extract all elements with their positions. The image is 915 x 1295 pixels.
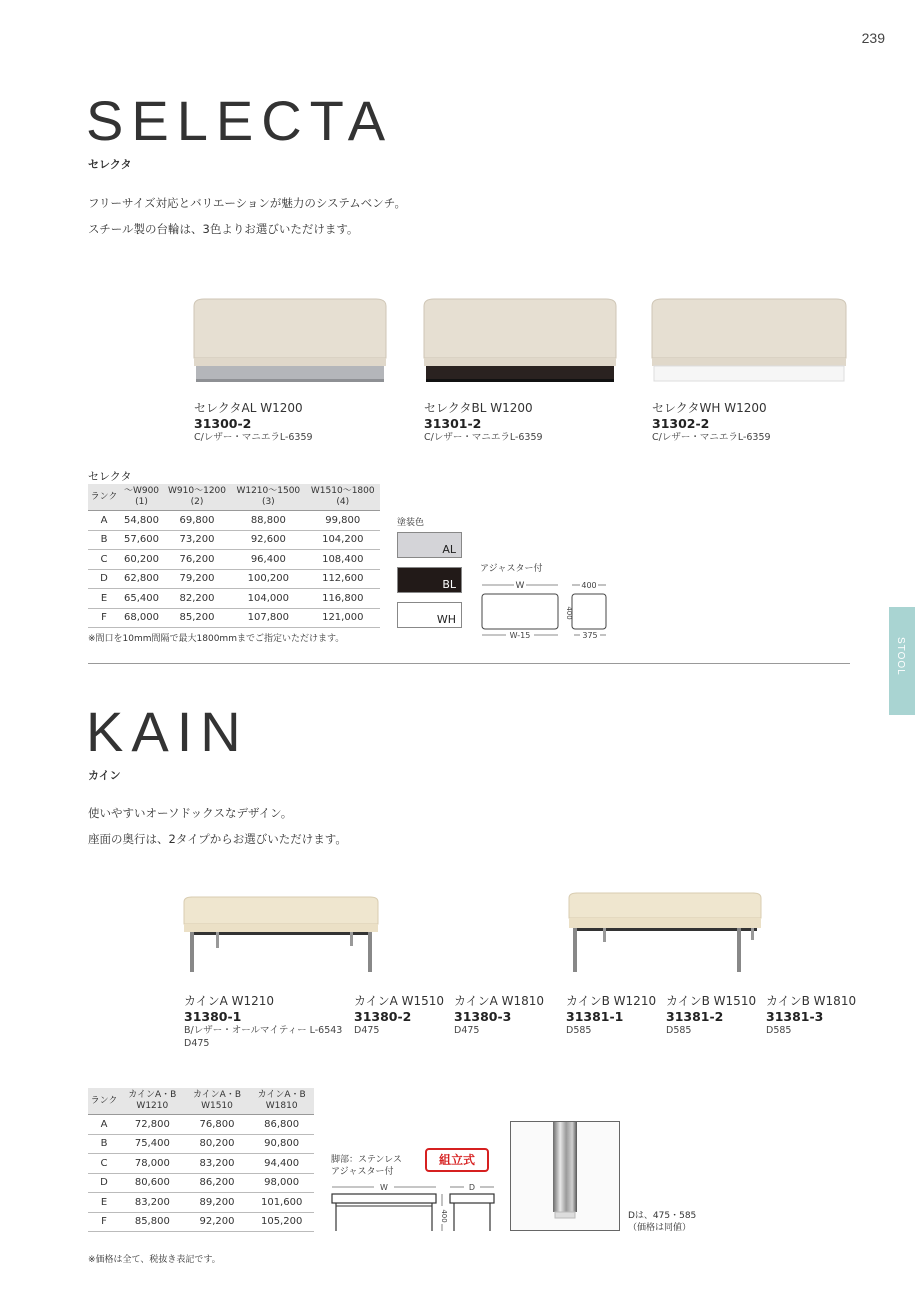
price-cell: 105,200: [249, 1212, 314, 1232]
dim-d-label: D: [468, 1183, 476, 1192]
price-cell: 65,400: [120, 589, 163, 609]
price-cell: 98,000: [249, 1173, 314, 1193]
product-code: 31302-2: [652, 416, 710, 431]
table-header-row: [88, 484, 380, 511]
price-cell: 94,400: [249, 1154, 314, 1174]
table-row: [88, 569, 380, 589]
product-name: セレクタBL W1200: [424, 401, 533, 415]
kain-product-b1810: [766, 993, 856, 1037]
table-header: カインA・B W1810: [249, 1088, 314, 1115]
rank-cell: D: [88, 1173, 120, 1193]
selecta-desc-line1: フリーサイズ対応とバリエーションが魅力のシステムベンチ。: [88, 196, 406, 210]
price-cell: 108,400: [306, 550, 380, 570]
product-name: カインA W1510: [354, 994, 445, 1008]
kain-product-a1810: [454, 993, 544, 1037]
product-depth: D585: [766, 1025, 792, 1036]
rank-cell: E: [88, 589, 120, 609]
price-cell: 86,800: [249, 1115, 314, 1135]
section-divider: [88, 663, 850, 664]
dim-h-label: 400: [440, 1209, 448, 1223]
price-cell: 116,800: [306, 589, 380, 609]
product-code: 31381-1: [566, 1009, 624, 1024]
swatch-label: WH: [436, 613, 456, 626]
kain-b-image: [565, 890, 765, 980]
product-depth: D585: [666, 1025, 692, 1036]
price-cell: 101,600: [249, 1193, 314, 1213]
price-cell: 72,800: [120, 1115, 185, 1135]
selecta-wh-image: [648, 296, 850, 388]
kain-price-table: [88, 1088, 314, 1232]
price-cell: 89,200: [185, 1193, 250, 1213]
rank-cell: A: [88, 511, 120, 531]
price-cell: 68,000: [120, 608, 163, 628]
price-cell: 92,200: [185, 1212, 250, 1232]
swatch-label: BL: [442, 578, 456, 591]
price-cell: 76,200: [163, 550, 231, 570]
selecta-product-al: [194, 400, 313, 444]
product-code: 31300-2: [194, 416, 252, 431]
leg-closeup-image: [510, 1121, 620, 1231]
price-cell: 60,200: [120, 550, 163, 570]
price-cell: 107,800: [231, 608, 305, 628]
price-cell: 99,800: [306, 511, 380, 531]
selecta-product-wh: [652, 400, 771, 444]
dim-w-label: W: [380, 1183, 388, 1192]
product-material: B/レザー・オールマイティー L-6543: [184, 1025, 343, 1036]
price-cell: 82,200: [163, 589, 231, 609]
price-cell: 73,200: [163, 530, 231, 550]
rank-cell: B: [88, 530, 120, 550]
kain-product-b1510: [666, 993, 756, 1037]
rank-cell: D: [88, 569, 120, 589]
price-cell: 96,400: [231, 550, 305, 570]
price-cell: 83,200: [185, 1154, 250, 1174]
swatch-bl: [397, 567, 462, 593]
rank-cell: F: [88, 1212, 120, 1232]
swatch-label: AL: [442, 543, 456, 556]
rank-cell: C: [88, 1154, 120, 1174]
product-name: カインA W1810: [454, 994, 545, 1008]
kain-desc-line2: 座面の奥行は、2タイプからお選びいただけます。: [88, 832, 347, 846]
product-name: セレクタAL W1200: [194, 401, 303, 415]
table-row: [88, 1154, 314, 1174]
selecta-table-title: セレクタ: [88, 470, 132, 483]
product-depth: D475: [184, 1038, 210, 1049]
price-cell: 80,600: [120, 1173, 185, 1193]
price-cell: 85,200: [163, 608, 231, 628]
table-row: [88, 1193, 314, 1213]
side-tab-label: STOOL: [895, 637, 906, 676]
price-cell: 69,800: [163, 511, 231, 531]
table-row: [88, 511, 380, 531]
table-header: W1210～1500 (3): [231, 484, 305, 511]
selecta-dimension-drawing: [476, 576, 616, 642]
price-cell: 75,400: [120, 1134, 185, 1154]
rank-cell: B: [88, 1134, 120, 1154]
price-cell: 78,000: [120, 1154, 185, 1174]
dim-d-label: 400: [581, 581, 597, 590]
dim-w-label: W: [515, 581, 525, 591]
selecta-title: SELECTA: [86, 89, 394, 152]
table-row: [88, 1134, 314, 1154]
assembly-badge: 組立式: [425, 1148, 489, 1172]
price-cell: 80,200: [185, 1134, 250, 1154]
kain-product-a1210: [184, 993, 342, 1050]
table-row: [88, 1173, 314, 1193]
price-cell: 76,800: [185, 1115, 250, 1135]
product-code: 31381-3: [766, 1009, 824, 1024]
price-cell: 62,800: [120, 569, 163, 589]
selecta-adjuster-note: アジャスター付: [480, 564, 543, 574]
kain-product-b1210: [566, 993, 656, 1037]
leg-material-note: 脚部：ステンレス: [331, 1155, 402, 1165]
price-cell: 88,800: [231, 511, 305, 531]
swatch-wh: [397, 602, 462, 628]
kain-description: [88, 800, 347, 852]
product-code: 31381-2: [666, 1009, 724, 1024]
table-header: ～W900 (1): [120, 484, 163, 511]
dim-h-label: 400: [565, 606, 573, 620]
selecta-table-note: ※間口を10mm間隔で最大1800mmまでご指定いただけます。: [88, 634, 345, 644]
table-row: [88, 550, 380, 570]
price-cell: 54,800: [120, 511, 163, 531]
rank-cell: C: [88, 550, 120, 570]
table-header-row: [88, 1088, 314, 1115]
table-row: [88, 608, 380, 628]
table-header: ランク: [88, 1088, 120, 1115]
table-header: カインA・B W1210: [120, 1088, 185, 1115]
table-row: [88, 589, 380, 609]
product-code: 31380-2: [354, 1009, 412, 1024]
selecta-description: [88, 190, 406, 242]
product-depth: D475: [354, 1025, 380, 1036]
table-row: [88, 1115, 314, 1135]
table-header: カインA・B W1510: [185, 1088, 250, 1115]
product-material: C/レザー・マニエラL-6359: [652, 432, 771, 443]
rank-cell: F: [88, 608, 120, 628]
kain-kana: カイン: [88, 769, 121, 782]
price-cell: 100,200: [231, 569, 305, 589]
kain-dimension-drawing: [328, 1180, 500, 1236]
price-cell: 90,800: [249, 1134, 314, 1154]
kain-a-image: [180, 894, 382, 978]
dim-d375-label: 375: [582, 631, 598, 640]
selecta-al-image: [190, 296, 390, 388]
swatch-al: [397, 532, 462, 558]
table-header: W1510～1800 (4): [306, 484, 380, 511]
leg-adjuster-note: アジャスター付: [331, 1167, 394, 1177]
depth-note: [628, 1210, 696, 1234]
price-cell: 112,600: [306, 569, 380, 589]
product-material: C/レザー・マニエラL-6359: [194, 432, 313, 443]
price-cell: 85,800: [120, 1212, 185, 1232]
product-material: C/レザー・マニエラL-6359: [424, 432, 543, 443]
product-code: 31380-1: [184, 1009, 242, 1024]
table-row: [88, 1212, 314, 1232]
price-cell: 79,200: [163, 569, 231, 589]
price-cell: 86,200: [185, 1173, 250, 1193]
selecta-desc-line2: スチール製の台輪は、3色よりお選びいただけます。: [88, 222, 359, 236]
product-name: セレクタWH W1200: [652, 401, 767, 415]
product-code: 31380-3: [454, 1009, 512, 1024]
paint-color-label: 塗装色: [397, 518, 425, 528]
price-cell: 104,000: [231, 589, 305, 609]
dim-w15-label: W-15: [509, 631, 531, 640]
product-depth: D585: [566, 1025, 592, 1036]
selecta-kana: セレクタ: [88, 158, 132, 171]
rank-cell: A: [88, 1115, 120, 1135]
product-depth: D475: [454, 1025, 480, 1036]
selecta-bl-image: [420, 296, 620, 388]
page-number: 239: [861, 30, 885, 46]
product-name: カインB W1210: [566, 994, 657, 1008]
price-cell: 121,000: [306, 608, 380, 628]
price-cell: 57,600: [120, 530, 163, 550]
table-header: W910～1200 (2): [163, 484, 231, 511]
selecta-product-bl: [424, 400, 543, 444]
rank-cell: E: [88, 1193, 120, 1213]
depth-note-line2: （価格は同値）: [628, 1223, 692, 1233]
price-cell: 83,200: [120, 1193, 185, 1213]
selecta-price-table: [88, 484, 380, 628]
product-name: カインA W1210: [184, 994, 275, 1008]
price-cell: 92,600: [231, 530, 305, 550]
kain-title: KAIN: [86, 700, 249, 763]
table-row: [88, 530, 380, 550]
depth-note-line1: Dは、475・585: [628, 1211, 697, 1221]
footer-note: ※価格は全て、税抜き表記です。: [88, 1255, 221, 1265]
product-name: カインB W1510: [666, 994, 757, 1008]
kain-product-a1510: [354, 993, 444, 1037]
product-name: カインB W1810: [766, 994, 857, 1008]
kain-leg-note: [331, 1154, 402, 1178]
product-code: 31301-2: [424, 416, 482, 431]
side-tab-stool[interactable]: [889, 607, 915, 715]
table-header: ランク: [88, 484, 120, 511]
price-cell: 104,200: [306, 530, 380, 550]
kain-desc-line1: 使いやすいオーソドックスなデザイン。: [88, 806, 293, 820]
